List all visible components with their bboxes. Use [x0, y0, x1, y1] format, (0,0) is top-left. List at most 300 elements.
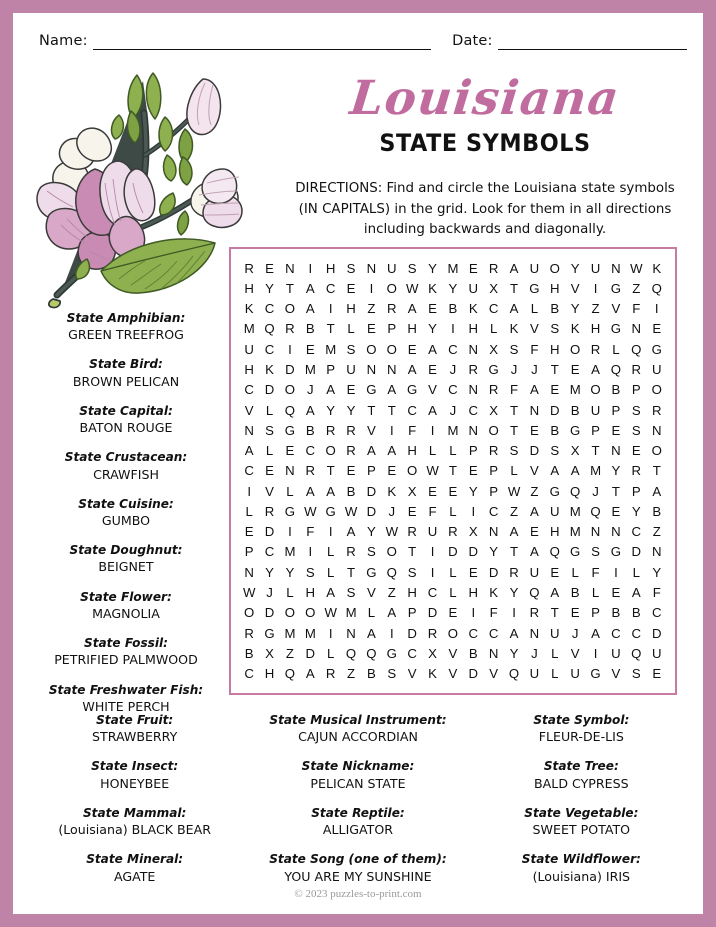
letter-cell[interactable]: I: [614, 564, 618, 580]
letter-cell[interactable]: C: [488, 625, 499, 641]
letter-cell[interactable]: A: [407, 361, 417, 377]
letter-cell[interactable]: N: [651, 544, 662, 560]
letter-cell[interactable]: T: [326, 463, 335, 479]
letter-cell[interactable]: K: [428, 666, 437, 682]
letter-cell[interactable]: R: [244, 260, 254, 276]
letter-cell[interactable]: H: [407, 585, 417, 601]
letter-cell[interactable]: R: [427, 625, 438, 641]
letter-cell[interactable]: A: [326, 585, 336, 601]
letter-cell[interactable]: K: [265, 361, 274, 377]
letter-cell[interactable]: U: [590, 260, 601, 276]
letter-cell[interactable]: I: [328, 301, 333, 317]
letter-cell[interactable]: D: [631, 544, 642, 560]
letter-cell[interactable]: I: [451, 321, 455, 337]
letter-cell[interactable]: C: [651, 605, 662, 621]
letter-cell[interactable]: E: [407, 341, 417, 357]
letter-cell[interactable]: L: [530, 301, 539, 317]
letter-cell[interactable]: G: [325, 503, 336, 519]
letter-cell[interactable]: A: [591, 625, 600, 641]
letter-cell[interactable]: R: [346, 443, 356, 459]
letter-cell[interactable]: L: [632, 564, 640, 580]
letter-cell[interactable]: L: [327, 564, 335, 580]
letter-cell[interactable]: N: [631, 321, 642, 337]
letter-cell[interactable]: E: [265, 463, 274, 479]
letter-cell[interactable]: Y: [326, 402, 336, 418]
letter-cell[interactable]: E: [550, 564, 560, 580]
letter-cell[interactable]: N: [468, 382, 479, 398]
letter-cell[interactable]: T: [611, 483, 620, 499]
letter-cell[interactable]: D: [488, 564, 499, 580]
letter-cell[interactable]: H: [325, 260, 336, 276]
letter-cell[interactable]: N: [285, 463, 295, 479]
letter-cell[interactable]: L: [245, 503, 253, 519]
letter-cell[interactable]: D: [264, 382, 275, 398]
letter-cell[interactable]: H: [407, 321, 417, 337]
letter-cell[interactable]: O: [284, 301, 296, 317]
letter-cell[interactable]: N: [244, 422, 254, 438]
letter-cell[interactable]: O: [284, 605, 296, 621]
letter-cell[interactable]: M: [569, 382, 581, 398]
letter-cell[interactable]: C: [468, 625, 479, 641]
letter-cell[interactable]: D: [264, 524, 275, 540]
letter-cell[interactable]: F: [510, 382, 519, 398]
letter-cell[interactable]: I: [471, 503, 476, 519]
letter-cell[interactable]: G: [284, 422, 296, 438]
letter-cell[interactable]: R: [651, 402, 662, 418]
letter-cell[interactable]: A: [367, 443, 376, 459]
letter-cell[interactable]: G: [549, 483, 560, 499]
letter-cell[interactable]: R: [509, 564, 519, 580]
letter-cell[interactable]: E: [550, 382, 560, 398]
letter-cell[interactable]: G: [651, 341, 662, 357]
letter-cell[interactable]: P: [631, 382, 641, 398]
letter-cell[interactable]: D: [550, 402, 560, 418]
letter-cell[interactable]: I: [369, 280, 374, 296]
letter-cell[interactable]: L: [347, 321, 355, 337]
letter-cell[interactable]: E: [448, 483, 458, 499]
letter-cell[interactable]: U: [529, 666, 540, 682]
letter-cell[interactable]: G: [570, 422, 581, 438]
letter-cell[interactable]: N: [611, 260, 621, 276]
letter-cell[interactable]: L: [551, 666, 559, 682]
letter-cell[interactable]: S: [550, 321, 560, 337]
letter-cell[interactable]: X: [489, 341, 499, 357]
letter-cell[interactable]: Q: [386, 564, 397, 580]
letter-cell[interactable]: U: [570, 666, 580, 682]
letter-cell[interactable]: P: [244, 544, 254, 560]
letter-cell[interactable]: O: [244, 605, 255, 621]
letter-cell[interactable]: D: [448, 544, 458, 560]
letter-cell[interactable]: A: [428, 341, 437, 357]
letter-cell[interactable]: H: [468, 585, 479, 601]
letter-cell[interactable]: T: [408, 544, 417, 560]
letter-cell[interactable]: H: [305, 585, 316, 601]
letter-cell[interactable]: N: [611, 443, 621, 459]
letter-cell[interactable]: T: [285, 280, 294, 296]
letter-cell[interactable]: Q: [284, 402, 296, 418]
letter-cell[interactable]: Z: [652, 524, 661, 540]
letter-cell[interactable]: I: [430, 422, 435, 438]
letter-cell[interactable]: L: [428, 443, 437, 459]
letter-cell[interactable]: G: [529, 280, 540, 296]
letter-cell[interactable]: I: [471, 605, 476, 621]
letter-cell[interactable]: P: [591, 422, 600, 438]
letter-cell[interactable]: M: [569, 524, 581, 540]
letter-cell[interactable]: B: [550, 301, 560, 317]
letter-cell[interactable]: Z: [347, 666, 356, 682]
letter-cell[interactable]: F: [428, 503, 437, 519]
letter-cell[interactable]: N: [244, 564, 254, 580]
letter-cell[interactable]: A: [326, 382, 336, 398]
letter-cell[interactable]: Y: [468, 483, 478, 499]
letter-cell[interactable]: I: [654, 301, 659, 317]
letter-cell[interactable]: N: [346, 625, 356, 641]
letter-cell[interactable]: P: [489, 483, 499, 499]
letter-cell[interactable]: O: [386, 341, 397, 357]
letter-cell[interactable]: O: [651, 382, 662, 398]
letter-cell[interactable]: U: [468, 280, 479, 296]
letter-cell[interactable]: L: [591, 585, 600, 601]
letter-cell[interactable]: S: [346, 260, 356, 276]
letter-cell[interactable]: V: [611, 301, 621, 317]
letter-cell[interactable]: T: [510, 422, 519, 438]
letter-cell[interactable]: Y: [509, 585, 519, 601]
letter-cell[interactable]: A: [509, 301, 519, 317]
letter-cell[interactable]: T: [652, 463, 661, 479]
letter-cell[interactable]: D: [427, 605, 438, 621]
letter-cell[interactable]: L: [449, 503, 457, 519]
letter-cell[interactable]: Z: [632, 280, 641, 296]
letter-cell[interactable]: S: [265, 422, 274, 438]
letter-cell[interactable]: O: [305, 605, 316, 621]
letter-cell[interactable]: E: [468, 260, 478, 276]
letter-cell[interactable]: J: [388, 503, 396, 519]
letter-cell[interactable]: P: [468, 443, 478, 459]
letter-cell[interactable]: T: [591, 443, 600, 459]
letter-cell[interactable]: C: [325, 280, 336, 296]
letter-cell[interactable]: Y: [346, 402, 356, 418]
letter-cell[interactable]: E: [611, 585, 621, 601]
letter-cell[interactable]: M: [243, 321, 255, 337]
letter-cell[interactable]: A: [387, 605, 397, 621]
letter-cell[interactable]: F: [489, 605, 498, 621]
letter-cell[interactable]: X: [428, 645, 437, 661]
letter-cell[interactable]: Y: [428, 321, 437, 337]
letter-cell[interactable]: N: [590, 524, 601, 540]
letter-cell[interactable]: B: [244, 645, 254, 661]
letter-cell[interactable]: L: [571, 564, 579, 580]
letter-cell[interactable]: A: [428, 402, 437, 418]
letter-cell[interactable]: R: [325, 422, 336, 438]
letter-cell[interactable]: A: [387, 443, 397, 459]
letter-cell[interactable]: C: [264, 301, 275, 317]
letter-cell[interactable]: W: [344, 503, 358, 519]
letter-cell[interactable]: G: [366, 564, 377, 580]
letter-cell[interactable]: O: [651, 443, 662, 459]
letter-cell[interactable]: R: [346, 422, 356, 438]
letter-cell[interactable]: O: [407, 463, 418, 479]
letter-cell[interactable]: P: [367, 463, 376, 479]
letter-cell[interactable]: Q: [529, 585, 540, 601]
letter-cell[interactable]: T: [347, 564, 356, 580]
letter-cell[interactable]: N: [611, 524, 621, 540]
letter-cell[interactable]: I: [308, 544, 313, 560]
letter-cell[interactable]: V: [530, 463, 539, 479]
letter-cell[interactable]: L: [265, 443, 274, 459]
letter-cell[interactable]: T: [510, 280, 519, 296]
letter-cell[interactable]: S: [367, 544, 376, 560]
letter-cell[interactable]: C: [244, 666, 254, 682]
letter-cell[interactable]: I: [389, 422, 394, 438]
letter-cell[interactable]: A: [346, 524, 356, 540]
letter-cell[interactable]: B: [367, 666, 376, 682]
letter-cell[interactable]: A: [244, 443, 254, 459]
letter-cell[interactable]: U: [651, 361, 662, 377]
letter-cell[interactable]: B: [305, 422, 315, 438]
letter-cell[interactable]: S: [631, 422, 641, 438]
letter-cell[interactable]: M: [304, 625, 316, 641]
letter-cell[interactable]: I: [308, 260, 313, 276]
letter-cell[interactable]: J: [510, 361, 518, 377]
letter-cell[interactable]: E: [570, 605, 580, 621]
letter-cell[interactable]: S: [305, 564, 315, 580]
letter-cell[interactable]: C: [244, 382, 254, 398]
letter-cell[interactable]: L: [551, 645, 559, 661]
letter-cell[interactable]: E: [387, 463, 397, 479]
letter-cell[interactable]: Q: [345, 645, 357, 661]
letter-cell[interactable]: Q: [284, 666, 296, 682]
letter-cell[interactable]: V: [244, 402, 254, 418]
letter-cell[interactable]: F: [591, 564, 600, 580]
letter-cell[interactable]: Y: [285, 564, 295, 580]
name-input-line[interactable]: [93, 49, 431, 50]
letter-cell[interactable]: F: [530, 341, 539, 357]
letter-cell[interactable]: R: [244, 625, 254, 641]
letter-cell[interactable]: O: [284, 382, 296, 398]
letter-cell[interactable]: B: [631, 605, 641, 621]
letter-cell[interactable]: N: [366, 260, 377, 276]
letter-cell[interactable]: D: [407, 625, 417, 641]
letter-cell[interactable]: J: [571, 625, 579, 641]
letter-cell[interactable]: Q: [508, 666, 520, 682]
letter-cell[interactable]: V: [448, 666, 458, 682]
letter-cell[interactable]: Q: [631, 645, 642, 661]
letter-cell[interactable]: D: [468, 544, 479, 560]
letter-cell[interactable]: R: [448, 524, 458, 540]
letter-cell[interactable]: C: [631, 625, 642, 641]
letter-cell[interactable]: S: [407, 564, 417, 580]
letter-cell[interactable]: A: [509, 524, 519, 540]
letter-cell[interactable]: E: [428, 483, 437, 499]
letter-cell[interactable]: A: [530, 503, 539, 519]
letter-cell[interactable]: Y: [448, 280, 458, 296]
letter-cell[interactable]: V: [407, 666, 417, 682]
letter-cell[interactable]: A: [407, 301, 417, 317]
letter-cell[interactable]: B: [550, 422, 560, 438]
letter-cell[interactable]: G: [610, 321, 622, 337]
letter-cell[interactable]: D: [264, 605, 275, 621]
letter-cell[interactable]: Q: [590, 503, 601, 519]
letter-cell[interactable]: W: [304, 503, 317, 519]
letter-cell[interactable]: G: [366, 382, 377, 398]
letter-cell[interactable]: B: [305, 321, 315, 337]
letter-cell[interactable]: V: [367, 585, 376, 601]
letter-cell[interactable]: X: [265, 645, 274, 661]
letter-cell[interactable]: D: [305, 645, 316, 661]
letter-cell[interactable]: C: [611, 625, 621, 641]
letter-cell[interactable]: B: [468, 645, 478, 661]
letter-cell[interactable]: M: [590, 463, 602, 479]
letter-cell[interactable]: P: [611, 402, 621, 418]
letter-cell[interactable]: H: [468, 321, 479, 337]
letter-cell[interactable]: Y: [265, 280, 274, 296]
letter-cell[interactable]: E: [346, 382, 356, 398]
letter-cell[interactable]: A: [305, 402, 315, 418]
letter-cell[interactable]: L: [449, 564, 457, 580]
letter-cell[interactable]: Q: [549, 544, 560, 560]
letter-cell[interactable]: E: [611, 503, 621, 519]
letter-cell[interactable]: T: [550, 605, 559, 621]
letter-cell[interactable]: W: [426, 463, 439, 479]
letter-cell[interactable]: D: [468, 666, 479, 682]
letter-cell[interactable]: Y: [570, 260, 580, 276]
letter-cell[interactable]: N: [488, 645, 499, 661]
letter-cell[interactable]: A: [387, 382, 397, 398]
letter-cell[interactable]: R: [264, 503, 275, 519]
letter-cell[interactable]: O: [549, 260, 560, 276]
letter-cell[interactable]: L: [265, 402, 274, 418]
letter-cell[interactable]: F: [306, 524, 315, 540]
letter-cell[interactable]: T: [326, 321, 335, 337]
letter-cell[interactable]: R: [387, 301, 397, 317]
letter-cell[interactable]: I: [288, 524, 292, 540]
letter-cell[interactable]: R: [529, 605, 540, 621]
letter-cell[interactable]: E: [428, 361, 437, 377]
letter-cell[interactable]: O: [488, 422, 499, 438]
letter-cell[interactable]: F: [408, 422, 417, 438]
letter-cell[interactable]: I: [247, 483, 252, 499]
letter-cell[interactable]: L: [367, 605, 376, 621]
letter-cell[interactable]: Z: [285, 645, 294, 661]
letter-cell[interactable]: D: [366, 483, 377, 499]
letter-cell[interactable]: V: [428, 382, 437, 398]
letter-cell[interactable]: K: [652, 260, 662, 276]
letter-cell[interactable]: I: [288, 341, 292, 357]
letter-cell[interactable]: I: [593, 645, 598, 661]
letter-cell[interactable]: E: [448, 605, 458, 621]
letter-cell[interactable]: V: [367, 422, 376, 438]
letter-cell[interactable]: I: [328, 524, 333, 540]
letter-cell[interactable]: I: [593, 280, 598, 296]
word-search-grid[interactable]: [229, 247, 677, 695]
letter-cell[interactable]: O: [386, 544, 397, 560]
letter-cell[interactable]: C: [488, 503, 499, 519]
letter-cell[interactable]: J: [307, 382, 314, 398]
letter-cell[interactable]: N: [529, 625, 540, 641]
letter-cell[interactable]: E: [530, 422, 539, 438]
letter-cell[interactable]: S: [591, 544, 600, 560]
letter-cell[interactable]: W: [242, 585, 256, 601]
letter-cell[interactable]: E: [407, 503, 417, 519]
date-input-line[interactable]: [498, 49, 687, 50]
letter-cell[interactable]: Z: [387, 585, 396, 601]
letter-cell[interactable]: I: [430, 564, 435, 580]
letter-cell[interactable]: X: [489, 402, 499, 418]
letter-cell[interactable]: U: [346, 361, 356, 377]
letter-cell[interactable]: K: [570, 321, 580, 337]
letter-cell[interactable]: R: [590, 341, 601, 357]
letter-cell[interactable]: G: [610, 280, 622, 296]
letter-cell[interactable]: E: [611, 422, 621, 438]
letter-cell[interactable]: L: [449, 585, 457, 601]
letter-cell[interactable]: P: [387, 321, 397, 337]
letter-cell[interactable]: H: [244, 361, 254, 377]
letter-cell[interactable]: B: [570, 585, 580, 601]
letter-cell[interactable]: M: [304, 361, 316, 377]
letter-cell[interactable]: V: [611, 666, 621, 682]
letter-cell[interactable]: M: [447, 422, 459, 438]
letter-cell[interactable]: T: [510, 544, 519, 560]
letter-cell[interactable]: C: [407, 645, 417, 661]
letter-cell[interactable]: J: [531, 645, 538, 661]
letter-cell[interactable]: M: [345, 605, 357, 621]
letter-cell[interactable]: A: [550, 585, 560, 601]
letter-cell[interactable]: S: [509, 341, 519, 357]
letter-cell[interactable]: S: [550, 443, 560, 459]
letter-cell[interactable]: A: [367, 625, 376, 641]
letter-cell[interactable]: W: [507, 483, 521, 499]
letter-cell[interactable]: S: [346, 585, 356, 601]
letter-cell[interactable]: H: [264, 666, 275, 682]
letter-cell[interactable]: U: [427, 524, 438, 540]
letter-cell[interactable]: W: [385, 524, 399, 540]
letter-cell[interactable]: B: [448, 301, 458, 317]
letter-cell[interactable]: U: [529, 564, 540, 580]
letter-cell[interactable]: S: [407, 260, 417, 276]
letter-cell[interactable]: Z: [367, 301, 376, 317]
letter-cell[interactable]: D: [285, 361, 295, 377]
letter-cell[interactable]: A: [326, 483, 336, 499]
letter-cell[interactable]: A: [631, 585, 641, 601]
letter-cell[interactable]: U: [590, 402, 601, 418]
letter-cell[interactable]: A: [509, 625, 519, 641]
letter-cell[interactable]: R: [488, 382, 499, 398]
letter-cell[interactable]: U: [244, 341, 254, 357]
letter-cell[interactable]: L: [286, 483, 294, 499]
letter-cell[interactable]: C: [468, 402, 479, 418]
letter-cell[interactable]: Y: [509, 645, 519, 661]
letter-cell[interactable]: M: [447, 260, 459, 276]
letter-cell[interactable]: U: [529, 260, 540, 276]
letter-cell[interactable]: I: [328, 625, 333, 641]
letter-cell[interactable]: H: [550, 280, 560, 296]
letter-cell[interactable]: E: [631, 443, 641, 459]
letter-cell[interactable]: M: [325, 341, 337, 357]
letter-cell[interactable]: I: [430, 544, 435, 560]
letter-cell[interactable]: G: [284, 503, 296, 519]
letter-cell[interactable]: S: [387, 666, 397, 682]
letter-cell[interactable]: O: [590, 382, 601, 398]
letter-cell[interactable]: A: [530, 382, 539, 398]
letter-cell[interactable]: O: [386, 280, 397, 296]
letter-cell[interactable]: Y: [570, 301, 580, 317]
letter-cell[interactable]: I: [389, 625, 394, 641]
letter-cell[interactable]: A: [570, 463, 580, 479]
letter-cell[interactable]: R: [325, 666, 336, 682]
letter-cell[interactable]: A: [305, 280, 315, 296]
letter-cell[interactable]: G: [264, 625, 275, 641]
letter-cell[interactable]: C: [488, 301, 499, 317]
